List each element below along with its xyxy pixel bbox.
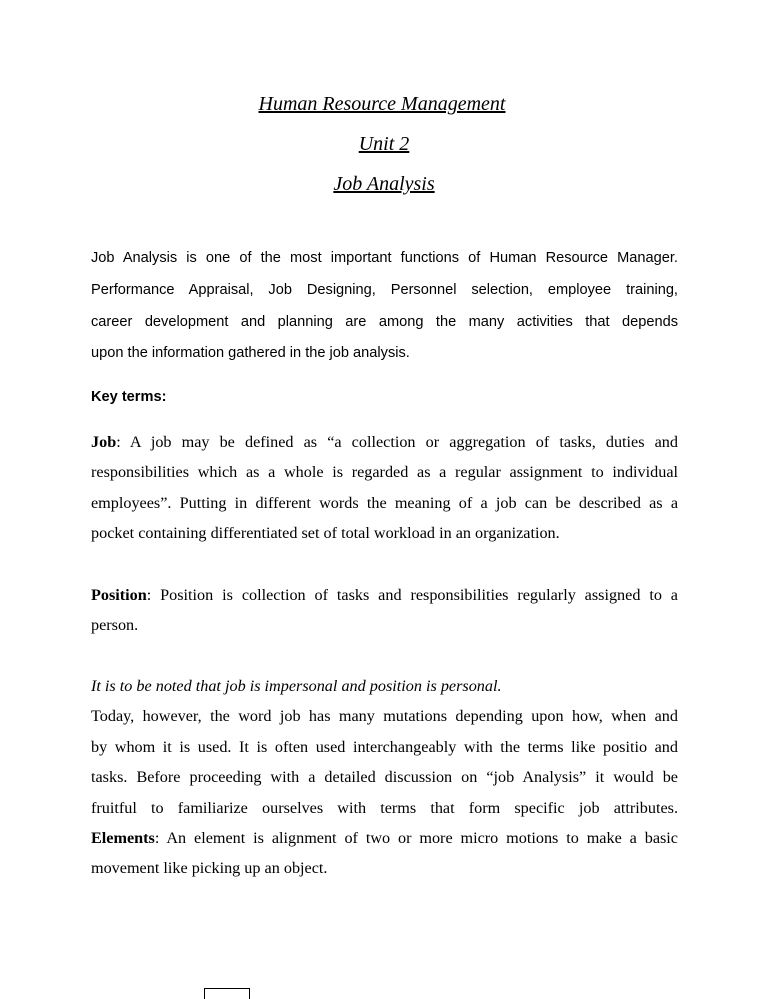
- job-term: Job: [91, 433, 117, 451]
- note-line: Today, however, the word job has many mutations depending upon how, when and: [91, 707, 678, 726]
- intro-line: Performance Appraisal, Job Designing, Personnel selection, employee training,: [91, 281, 678, 298]
- intro-paragraph: [91, 243, 678, 370]
- intro-line: upon the information gathered in the job analysis.: [91, 345, 410, 362]
- position-line: [91, 580, 678, 610]
- job-line: employees”. Putting in different words the meaning of a job can be described as a: [91, 493, 678, 512]
- elements-line: [91, 823, 678, 853]
- elements-term: Elements: [91, 829, 155, 848]
- note-italic: It is to be noted that job is impersonal and position is personal.: [91, 677, 502, 695]
- job-paragraph: [91, 427, 678, 549]
- job-line: pocket containing differentiated set of total workload in an organization.: [91, 524, 560, 543]
- topic-heading: Job Analysis: [333, 173, 435, 195]
- document-title: Human Resource Management: [258, 93, 506, 115]
- intro-line: Job Analysis is one of the most important functions of Human Resource Manager.: [91, 250, 678, 266]
- intro-line: career development and planning are among the many activities that depends: [91, 313, 678, 330]
- unit-label: Unit 2: [358, 133, 410, 155]
- position-paragraph: [91, 580, 678, 641]
- key-terms-heading: Key terms:: [91, 389, 167, 405]
- note-line: fruitful to familiarize ourselves with terms that form specific job attributes.: [91, 798, 678, 817]
- job-line: [91, 427, 678, 457]
- note-line: by whom it is used. It is often used interchangeably with the terms like positio and: [91, 737, 678, 756]
- position-line: person.: [91, 616, 139, 635]
- note-paragraph: [91, 671, 678, 884]
- note-line: tasks. Before proceeding with a detailed discussion on “job Analysis” it would be: [91, 768, 678, 787]
- elements-text: : An element is alignment of two or more micro motions to make a basic: [154, 829, 678, 848]
- job-text: : A job may be defined as “a collection or aggregation of tasks, duties and: [116, 433, 678, 451]
- position-term: Position: [91, 586, 147, 604]
- elements-line: movement like picking up an object.: [91, 859, 328, 878]
- position-text: : Position is collection of tasks and responsibilities regularly assigned to a: [146, 586, 678, 604]
- job-line: responsibilities which as a whole is regarded as a regular assignment to individual: [91, 463, 678, 482]
